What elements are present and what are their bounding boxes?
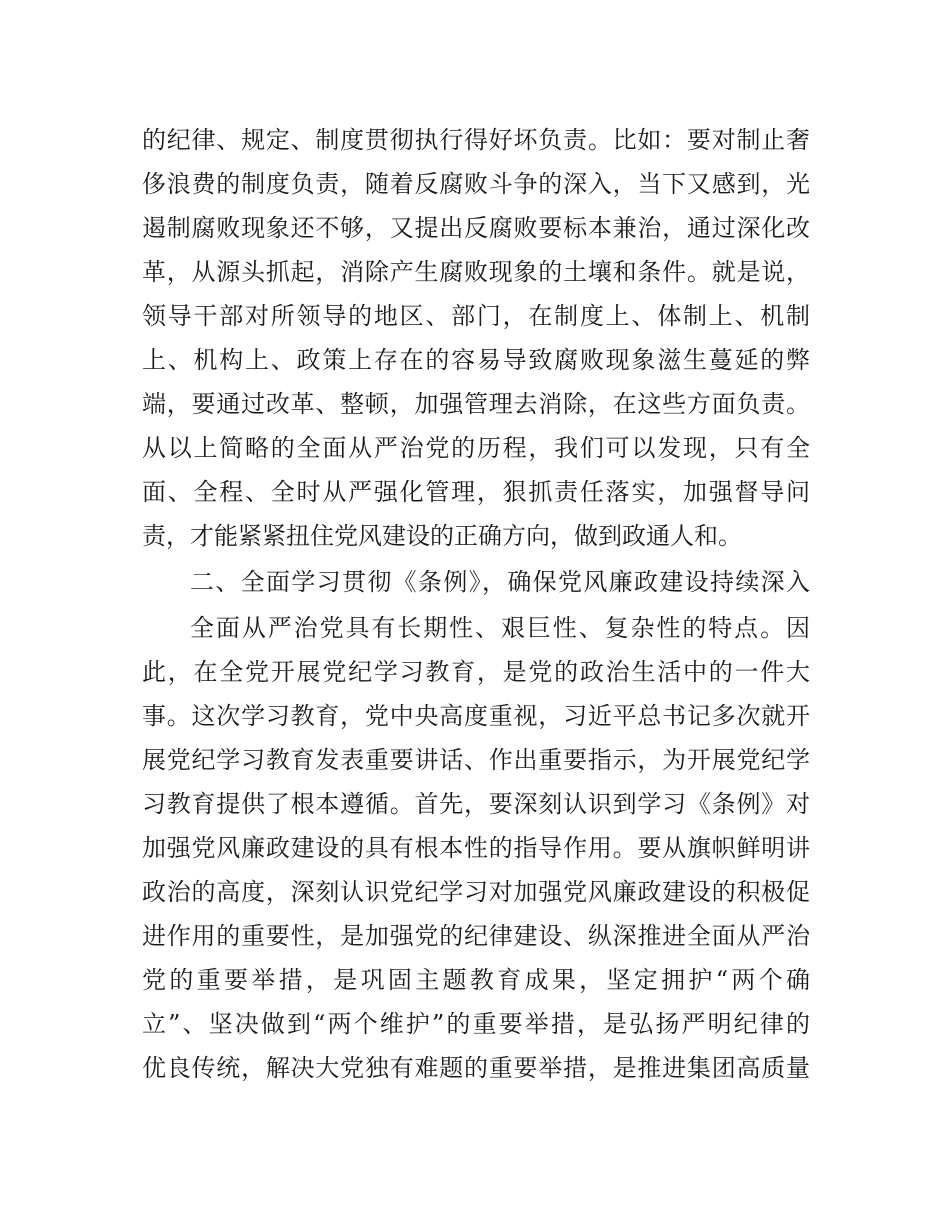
paragraph-line: 加强党风廉政建设的具有根本性的指导作用。要从旗帜鲜明讲 [142, 834, 810, 862]
paragraph-line: 领导干部对所领导的地区、部门，在制度上、体制上、机制 [142, 302, 810, 330]
paragraph-line: 责，才能紧紧扭住党风建设的正确方向，做到政通人和。 [142, 522, 742, 550]
paragraph-line: 此，在全党开展党纪学习教育，是党的政治生活中的一件大 [142, 658, 810, 686]
paragraph-line: 的纪律、规定、制度贯彻执行得好坏负责。比如：要对制止奢 [142, 126, 810, 154]
paragraph-line: 立”、坚决做到“两个维护”的重要举措，是弘扬严明纪律的 [142, 1010, 810, 1038]
paragraph-line: 从以上简略的全面从严治党的历程，我们可以发现，只有全 [142, 434, 810, 462]
paragraph-line: 全面从严治党具有长期性、艰巨性、复杂性的特点。因 [190, 614, 810, 642]
paragraph-line: 革，从源头抓起，消除产生腐败现象的土壤和条件。就是说， [142, 258, 810, 286]
paragraph-line: 政治的高度，深刻认识党纪学习对加强党风廉政建设的积极促 [142, 878, 810, 906]
section-heading: 二、全面学习贯彻《条例》，确保党风廉政建设持续深入 [190, 568, 810, 596]
paragraph-line: 优良传统，解决大党独有难题的重要举措，是推进集团高质量 [142, 1054, 810, 1082]
paragraph-line: 上、机构上、政策上存在的容易导致腐败现象滋生蔓延的弊 [142, 346, 810, 374]
paragraph-line: 面、全程、全时从严强化管理，狠抓责任落实，加强督导问 [142, 478, 810, 506]
paragraph-line: 党的重要举措，是巩固主题教育成果，坚定拥护“两个确 [142, 966, 810, 994]
paragraph-line: 进作用的重要性，是加强党的纪律建设、纵深推进全面从严治 [142, 922, 810, 950]
paragraph-line: 端，要通过改革、整顿，加强管理去消除，在这些方面负责。 [142, 390, 810, 418]
paragraph-line: 遏制腐败现象还不够，又提出反腐败要标本兼治，通过深化改 [142, 214, 810, 242]
paragraph-line: 事。这次学习教育，党中央高度重视，习近平总书记多次就开 [142, 702, 810, 730]
paragraph-line: 侈浪费的制度负责，随着反腐败斗争的深入，当下又感到，光 [142, 170, 810, 198]
paragraph-line: 习教育提供了根本遵循。首先，要深刻认识到学习《条例》对 [142, 790, 810, 818]
paragraph-line: 展党纪学习教育发表重要讲话、作出重要指示，为开展党纪学 [142, 746, 810, 774]
